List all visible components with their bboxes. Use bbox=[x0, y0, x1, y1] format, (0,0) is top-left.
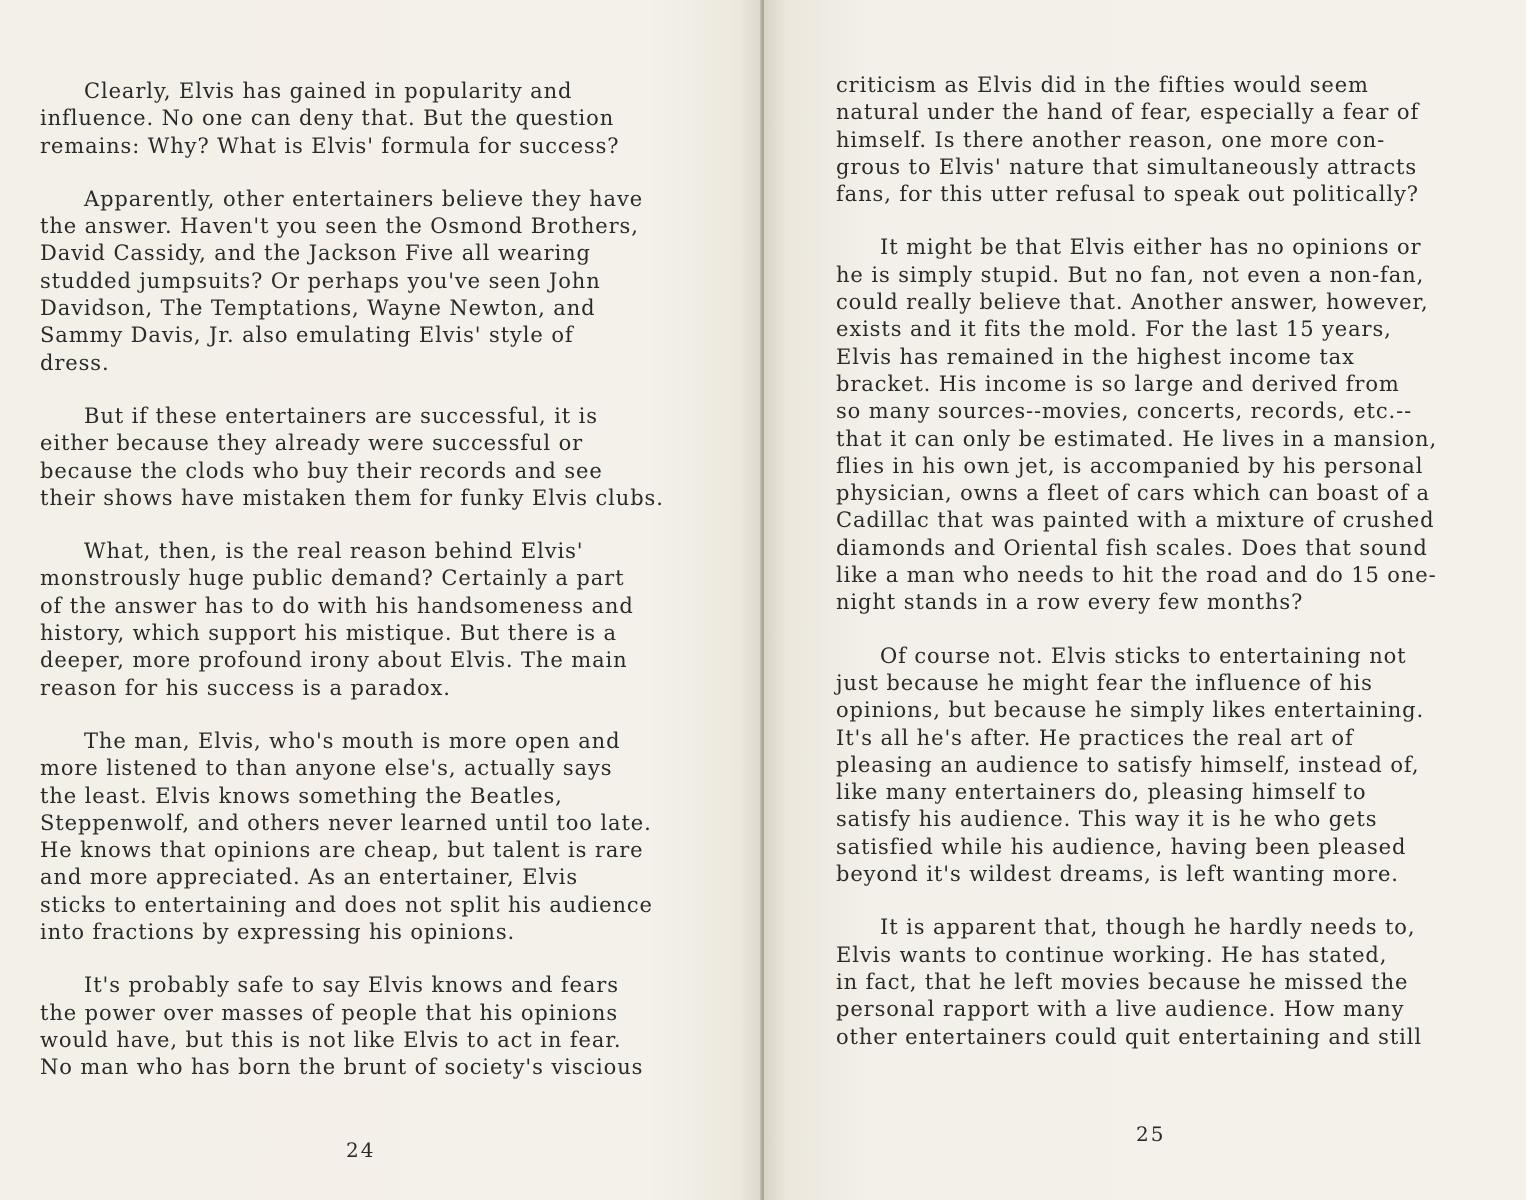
text-line: diamonds and Oriental fish scales. Does that sound bbox=[836, 535, 1428, 560]
text-line: the power over masses of people that his opinions bbox=[40, 1000, 619, 1025]
text-line: influence. No one can deny that. But the question bbox=[40, 106, 615, 131]
text-line: studded jumpsuits? Or perhaps you've seen John bbox=[40, 268, 601, 293]
text-line: Of course not. Elvis sticks to entertaining not bbox=[880, 643, 1407, 668]
text-line: physician, owns a fleet of cars which can boast of a bbox=[836, 481, 1430, 506]
left-paragraph-3 bbox=[40, 403, 720, 512]
text-line: so many sources--movies, concerts, records, etc.-- bbox=[836, 399, 1413, 424]
text-line: pleasing an audience to satisfy himself, instead of, bbox=[836, 752, 1420, 777]
text-line: their shows have mistaken them for funky Elvis clubs. bbox=[40, 485, 664, 510]
text-line: exists and it fits the mold. For the last 15 years, bbox=[836, 317, 1392, 342]
text-line: of the answer has to do with his handsomeness and bbox=[40, 593, 634, 618]
text-line: Clearly, Elvis has gained in popularity and bbox=[84, 79, 573, 103]
text-line: just because he might fear the influence of his bbox=[836, 670, 1373, 695]
text-line: remains: Why? What is Elvis' formula for success? bbox=[40, 133, 620, 158]
text-line: It's probably safe to say Elvis knows and fears bbox=[84, 973, 619, 998]
text-line: It's all he's after. He practices the real art of bbox=[836, 725, 1354, 750]
text-line: dress. bbox=[40, 350, 110, 375]
text-line: Steppenwolf, and others never learned until too late. bbox=[40, 810, 652, 835]
text-line: Elvis has remained in the highest income tax bbox=[836, 344, 1355, 369]
text-line: It is apparent that, though he hardly needs to, bbox=[880, 915, 1416, 940]
right-page-text bbox=[836, 72, 1516, 1077]
text-line: grous to Elvis' nature that simultaneously attracts bbox=[836, 154, 1418, 179]
text-line: and more appreciated. As an entertainer, Elvis bbox=[40, 865, 579, 890]
text-line: like many entertainers do, pleasing himself to bbox=[836, 780, 1367, 805]
text-line: he is simply stupid. But no fan, not even a non-fan, bbox=[836, 262, 1425, 287]
text-line: would have, but this is not like Elvis to act in fear. bbox=[40, 1027, 622, 1052]
text-line: himself. Is there another reason, one more con- bbox=[836, 127, 1386, 152]
text-line: It might be that Elvis either has no opinions or bbox=[880, 235, 1422, 260]
text-line: Elvis wants to continue working. He has stated, bbox=[836, 942, 1388, 967]
page-number: 25 bbox=[1136, 1122, 1166, 1146]
text-line: monstrously huge public demand? Certainly a part bbox=[40, 566, 625, 591]
left-paragraph-1 bbox=[40, 78, 720, 160]
text-line: history, which support his mistique. But there is a bbox=[40, 621, 617, 646]
text-line: beyond it's wildest dreams, is left wanting more. bbox=[836, 862, 1399, 887]
text-line: Cadillac that was painted with a mixture of crushed bbox=[836, 508, 1435, 533]
text-line: But if these entertainers are successful, it is bbox=[84, 403, 598, 428]
text-line: flies in his own jet, is accompanied by his personal bbox=[836, 453, 1424, 478]
text-line: the answer. Haven't you seen the Osmond Brothers, bbox=[40, 214, 639, 239]
text-line: Davidson, The Temptations, Wayne Newton, and bbox=[40, 296, 596, 321]
left-page-text bbox=[40, 78, 720, 1108]
right-paragraph-4 bbox=[836, 914, 1516, 1050]
text-line: the least. Elvis knows something the Beatles, bbox=[40, 783, 563, 808]
text-line: into fractions by expressing his opinions. bbox=[40, 920, 516, 945]
text-line: night stands in a row every few months? bbox=[836, 590, 1304, 615]
left-paragraph-4 bbox=[40, 538, 720, 702]
text-line: David Cassidy, and the Jackson Five all wearing bbox=[40, 241, 591, 266]
right-paragraph-1 bbox=[836, 72, 1516, 208]
text-line: satisfy his audience. This way it is he who gets bbox=[836, 807, 1378, 832]
text-line: in fact, that he left movies because he missed the bbox=[836, 969, 1409, 994]
text-line: reason for his success is a paradox. bbox=[40, 675, 451, 700]
text-line: Apparently, other entertainers believe they have bbox=[84, 186, 644, 211]
text-line: He knows that opinions are cheap, but talent is rare bbox=[40, 838, 644, 863]
left-paragraph-2 bbox=[40, 186, 720, 377]
text-line: because the clods who buy their records and see bbox=[40, 458, 603, 483]
text-line: that it can only be estimated. He lives in a mansion, bbox=[836, 426, 1438, 451]
text-line: The man, Elvis, who's mouth is more open and bbox=[84, 728, 621, 753]
text-line: personal rapport with a live audience. How many bbox=[836, 997, 1405, 1022]
left-page bbox=[0, 0, 762, 1200]
text-line: could really believe that. Another answer, however, bbox=[836, 290, 1429, 315]
page-number: 24 bbox=[346, 1138, 376, 1162]
text-line: other entertainers could quit entertaining and still bbox=[836, 1024, 1423, 1049]
text-line: opinions, but because he simply likes entertaining. bbox=[836, 698, 1425, 723]
text-line: criticism as Elvis did in the fifties would seem bbox=[836, 73, 1369, 97]
text-line: like a man who needs to hit the road and do 15 one- bbox=[836, 563, 1437, 588]
right-page bbox=[764, 0, 1526, 1200]
right-paragraph-3 bbox=[836, 643, 1516, 889]
right-paragraph-2 bbox=[836, 234, 1516, 616]
text-line: deeper, more profound irony about Elvis. The main bbox=[40, 648, 628, 673]
text-line: sticks to entertaining and does not split his audience bbox=[40, 892, 653, 917]
text-line: either because they already were successful or bbox=[40, 431, 584, 456]
text-line: fans, for this utter refusal to speak out politically? bbox=[836, 182, 1419, 207]
text-line: No man who has born the brunt of society's viscious bbox=[40, 1055, 644, 1080]
text-line: satisfied while his audience, having been pleased bbox=[836, 834, 1407, 859]
left-paragraph-5 bbox=[40, 728, 720, 946]
left-paragraph-6 bbox=[40, 972, 720, 1081]
text-line: bracket. His income is so large and derived from bbox=[836, 371, 1400, 396]
text-line: natural under the hand of fear, especially a fear of bbox=[836, 100, 1420, 125]
text-line: more listened to than anyone else's, actually says bbox=[40, 756, 613, 781]
text-line: What, then, is the real reason behind Elvis' bbox=[84, 539, 584, 564]
text-line: Sammy Davis, Jr. also emulating Elvis' style of bbox=[40, 323, 574, 348]
